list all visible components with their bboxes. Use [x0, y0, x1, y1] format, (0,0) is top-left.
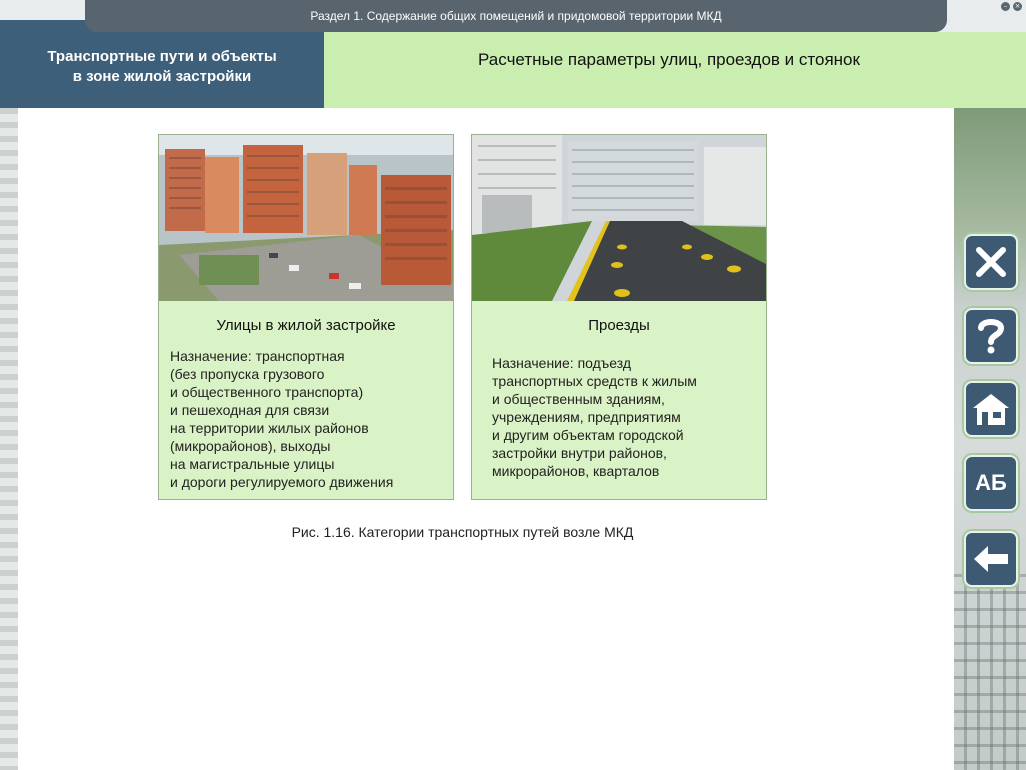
card-text-line: Назначение: транспортная	[170, 348, 345, 364]
card-text-line: на территории жилых районов	[170, 420, 369, 436]
background-building-grid	[954, 560, 1026, 770]
card-text-line: и дороги регулируемого движения	[170, 474, 394, 490]
section-title	[0, 20, 324, 108]
card-description	[170, 347, 450, 491]
residential-buildings-image	[159, 135, 453, 301]
card-driveways	[471, 134, 767, 500]
help-button[interactable]	[964, 308, 1018, 364]
back-button[interactable]	[964, 531, 1018, 587]
card-description	[492, 354, 772, 480]
card-text-line: транспортных средств к жилым	[492, 373, 697, 389]
card-title: Улицы в жилой застройке	[216, 317, 396, 334]
driveway-image	[472, 135, 766, 301]
section-title-line-2: в зоне жилой застройки	[72, 68, 252, 85]
page-title: Расчетные параметры улиц, проездов и стоянок	[478, 50, 860, 69]
card-text-line: (без пропуска грузового	[170, 366, 325, 382]
window-title: Раздел 1. Содержание общих помещений и придомовой территории МКД	[310, 9, 722, 23]
back-arrow-icon	[972, 544, 1010, 574]
card-text-line: на магистральные улицы	[170, 456, 335, 472]
close-icon[interactable]: ×	[1014, 2, 1021, 10]
card-text-line: и общественного транспорта)	[170, 384, 364, 400]
window-title-bar	[85, 0, 947, 32]
glossary-button[interactable]	[964, 455, 1018, 511]
close-button[interactable]	[964, 234, 1018, 290]
figure-caption: Рис. 1.16. Категории транспортных путей возле МКД	[291, 524, 634, 540]
card-text-line: и пешеходная для связи	[170, 402, 330, 418]
card-text-line: микрорайонов, кварталов	[492, 463, 660, 479]
section-title-line-1: Транспортные пути и объекты	[47, 48, 277, 65]
background-left-strip	[0, 108, 18, 770]
main-content	[18, 108, 954, 770]
minimize-icon[interactable]: –	[1001, 2, 1010, 11]
card-text-line: учреждениям, предприятиям	[492, 409, 681, 425]
card-text-line: (микрорайонов), выходы	[170, 438, 331, 454]
help-icon	[976, 317, 1006, 355]
photo-driveways	[472, 135, 766, 301]
photo-residential-streets	[159, 135, 453, 301]
home-button[interactable]	[964, 381, 1018, 437]
home-icon	[972, 392, 1010, 426]
window-controls	[1001, 2, 1022, 11]
card-streets	[158, 134, 454, 500]
card-title: Проезды	[588, 317, 650, 334]
card-text-line: и другим объектам городской	[492, 427, 684, 443]
close-icon	[974, 245, 1008, 279]
card-text-line: застройки внутри районов,	[492, 445, 667, 461]
glossary-icon: АБ	[975, 470, 1007, 495]
card-text-line: и общественным зданиям,	[492, 391, 665, 407]
card-text-line: Назначение: подъезд	[492, 355, 631, 371]
page-header	[324, 32, 1026, 108]
